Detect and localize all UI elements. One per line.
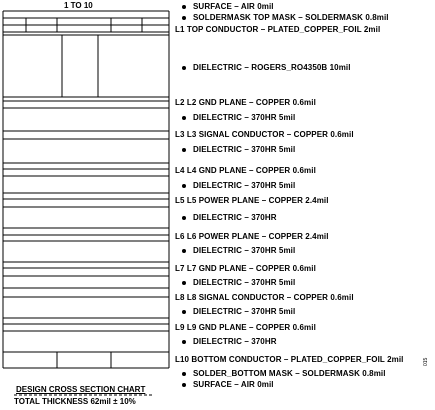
layer-label: L3 L3 SIGNAL CONDUCTOR – COPPER 0.6mil (175, 130, 354, 139)
layer-range-header: 1 TO 10 (64, 1, 93, 10)
chart-title: DESIGN CROSS SECTION CHART (16, 385, 146, 394)
layer-label: DIELECTRIC – 370HR 5mil (193, 113, 296, 122)
total-thickness: TOTAL THICKNESS 62mil ± 10% (14, 397, 136, 406)
layer-label: L4 L4 GND PLANE – COPPER 0.6mil (175, 166, 316, 175)
layer-label: L8 L8 SIGNAL CONDUCTOR – COPPER 0.6mil (175, 293, 354, 302)
bullet-icon (182, 340, 186, 344)
layer-label: DIELECTRIC – 370HR 5mil (193, 307, 296, 316)
layer-label: L5 L5 POWER PLANE – COPPER 2.4mil (175, 196, 329, 205)
bullet-icon (182, 249, 186, 253)
layer-label: DIELECTRIC – 370HR 5mil (193, 181, 296, 190)
bullet-icon (182, 16, 186, 20)
bullet-icon (182, 216, 186, 220)
layer-label: L2 L2 GND PLANE – COPPER 0.6mil (175, 98, 316, 107)
layer-label: DIELECTRIC – ROGERS_RO4350B 10mil (193, 63, 351, 72)
bullet-icon (182, 383, 186, 387)
layer-label: SURFACE – AIR 0mil (193, 380, 274, 389)
bullet-icon (182, 116, 186, 120)
bullet-icon (182, 372, 186, 376)
layer-label: DIELECTRIC – 370HR (193, 213, 277, 222)
layer-label: DIELECTRIC – 370HR 5mil (193, 246, 296, 255)
layer-label: SOLDERMASK TOP MASK – SOLDERMASK 0.8mil (193, 13, 389, 22)
layer-label: L7 L7 GND PLANE – COPPER 0.6mil (175, 264, 316, 273)
bullet-icon (182, 148, 186, 152)
layer-label: L6 L6 POWER PLANE – COPPER 2.4mil (175, 232, 329, 241)
layer-label: DIELECTRIC – 370HR (193, 337, 277, 346)
bullet-icon (182, 310, 186, 314)
layer-label: SURFACE – AIR 0mil (193, 2, 274, 11)
figure-id: 015 (423, 357, 429, 366)
layer-label: DIELECTRIC – 370HR 5mil (193, 278, 296, 287)
layer-label: L10 BOTTOM CONDUCTOR – PLATED_COPPER_FOIL 2mil (175, 355, 404, 364)
layer-label: L9 L9 GND PLANE – COPPER 0.6mil (175, 323, 316, 332)
layer-label: L1 TOP CONDUCTOR – PLATED_COPPER_FOIL 2mil (175, 25, 381, 34)
bullet-icon (182, 184, 186, 188)
layer-label: DIELECTRIC – 370HR 5mil (193, 145, 296, 154)
bullet-icon (182, 281, 186, 285)
layer-label: SOLDER_BOTTOM MASK – SOLDERMASK 0.8mil (193, 369, 386, 378)
bullet-icon (182, 66, 186, 70)
bullet-icon (182, 5, 186, 9)
